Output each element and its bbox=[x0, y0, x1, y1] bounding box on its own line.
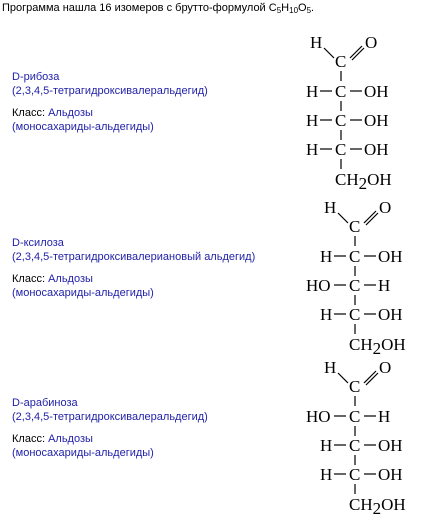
class-label: Класс: bbox=[12, 107, 45, 119]
formula-row-center: C bbox=[335, 140, 347, 159]
formula-row-right: OH bbox=[364, 111, 389, 130]
formula-row-left: HO bbox=[306, 407, 331, 426]
isomer-info bbox=[12, 236, 255, 300]
formula-row-right: OH bbox=[364, 82, 389, 101]
structural-formula bbox=[300, 195, 429, 365]
summary-prefix: Программа нашла 16 изомеров с брутто-формулой C bbox=[2, 2, 277, 14]
summary-h-label: H bbox=[281, 2, 290, 14]
formula-bottom bbox=[335, 170, 392, 193]
isomer-class bbox=[12, 106, 208, 120]
class-sub-link[interactable]: (моносахариды-альдегиды) bbox=[12, 447, 154, 459]
summary-o-count: 5 bbox=[306, 6, 312, 15]
formula-row-center: C bbox=[349, 276, 361, 295]
formula-row-center: C bbox=[349, 465, 361, 484]
formula-bottom-main: CH bbox=[349, 495, 373, 514]
formula-top-c: C bbox=[335, 52, 347, 71]
formula-bottom-main: CH bbox=[349, 335, 373, 354]
class-sub-link[interactable]: (моносахариды-альдегиды) bbox=[12, 287, 154, 299]
isomer-iupac-link[interactable]: (2,3,4,5-тетрагидроксивалеральдегид) bbox=[12, 411, 208, 423]
isomer-info bbox=[12, 70, 208, 134]
formula-top-o: O bbox=[379, 198, 392, 217]
formula-bottom-main: CH bbox=[335, 170, 359, 189]
formula-top-h: H bbox=[310, 33, 323, 52]
isomer-class bbox=[12, 272, 255, 286]
formula-bottom-sub: 2 bbox=[372, 499, 382, 518]
formula-top-c: C bbox=[349, 377, 361, 396]
formula-row-right: H bbox=[378, 276, 391, 295]
class-value-link[interactable]: Альдозы bbox=[48, 433, 93, 445]
formula-row-center: C bbox=[349, 407, 361, 426]
formula-bottom-sub: 2 bbox=[358, 174, 368, 193]
formula-row-right: OH bbox=[378, 465, 403, 484]
result-summary bbox=[2, 0, 314, 16]
formula-row-right: OH bbox=[378, 305, 403, 324]
class-label: Класс: bbox=[12, 433, 45, 445]
formula-bottom-sub: 2 bbox=[372, 339, 382, 358]
formula-row-right: OH bbox=[378, 247, 403, 266]
summary-c-count: 5 bbox=[276, 6, 282, 15]
class-sub-link[interactable]: (моносахариды-альдегиды) bbox=[12, 121, 154, 133]
formula-row-left: H bbox=[320, 436, 333, 455]
formula-top-h: H bbox=[324, 358, 337, 377]
formula-top-c: C bbox=[349, 217, 361, 236]
formula-row-left: H bbox=[306, 111, 319, 130]
isomer-name-link[interactable]: D-рибоза bbox=[12, 71, 60, 83]
formula-bottom bbox=[349, 495, 406, 518]
structural-formula bbox=[300, 355, 429, 525]
isomer-class bbox=[12, 432, 208, 446]
formula-row-right: H bbox=[378, 407, 391, 426]
formula-row-center: C bbox=[349, 305, 361, 324]
formula-top-o: O bbox=[365, 33, 378, 52]
isomer-name-link[interactable]: D-ксилоза bbox=[12, 237, 64, 249]
formula-bottom-end: OH bbox=[367, 170, 392, 189]
formula-bottom-end: OH bbox=[381, 495, 406, 514]
summary-o-label: O bbox=[298, 2, 307, 14]
formula-top-h: H bbox=[324, 198, 337, 217]
formula-row-right: OH bbox=[378, 436, 403, 455]
formula-row-center: C bbox=[349, 247, 361, 266]
summary-h-count: 10 bbox=[289, 6, 299, 15]
formula-row-left: H bbox=[306, 140, 319, 159]
summary-suffix: . bbox=[311, 2, 315, 14]
isomer-info bbox=[12, 396, 208, 460]
formula-row-left: H bbox=[320, 305, 333, 324]
class-value-link[interactable]: Альдозы bbox=[48, 273, 93, 285]
formula-row-center: C bbox=[335, 82, 347, 101]
formula-row-left: H bbox=[320, 465, 333, 484]
formula-row-center: C bbox=[335, 111, 347, 130]
formula-row-left: H bbox=[306, 82, 319, 101]
formula-row-center: C bbox=[349, 436, 361, 455]
formula-row-right: OH bbox=[364, 140, 389, 159]
formula-bottom-end: OH bbox=[381, 335, 406, 354]
formula-top-o: O bbox=[379, 358, 392, 377]
formula-row-left: H bbox=[320, 247, 333, 266]
isomer-name-link[interactable]: D-арабиноза bbox=[12, 397, 78, 409]
class-label: Класс: bbox=[12, 273, 45, 285]
isomer-iupac-link[interactable]: (2,3,4,5-тетрагидроксивалериановый альдегид) bbox=[12, 251, 256, 263]
formula-row-left: HO bbox=[306, 276, 331, 295]
class-value-link[interactable]: Альдозы bbox=[48, 107, 93, 119]
isomer-iupac-link[interactable]: (2,3,4,5-тетрагидроксивалеральдегид) bbox=[12, 85, 208, 97]
structural-formula bbox=[300, 30, 429, 200]
